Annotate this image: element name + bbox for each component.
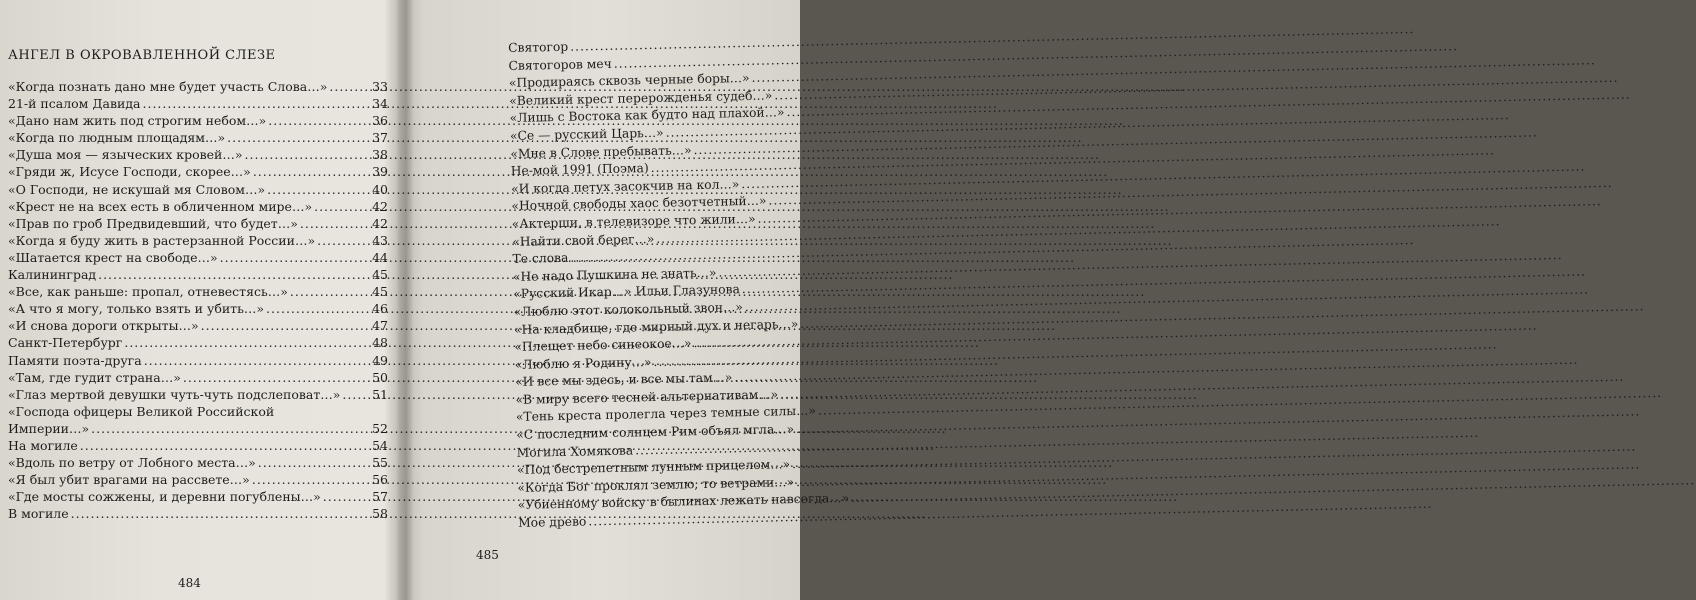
toc-entry-page: 51 xyxy=(372,386,388,402)
toc-entry-title: «Люблю я Родину…» xyxy=(514,354,652,372)
left-page xyxy=(0,0,400,600)
toc-entry-page: 55 xyxy=(372,455,388,471)
dot-leader xyxy=(314,198,370,215)
toc-entry xyxy=(8,163,388,180)
toc-entry-title: «Шатается крест на свободе…» xyxy=(8,249,218,265)
dot-leader xyxy=(317,232,370,249)
toc-entry-title: «О Господи, не искушай мя Словом…» xyxy=(8,181,266,197)
toc-entry xyxy=(8,334,388,351)
toc-entry xyxy=(8,505,388,522)
toc-entry-page: 57 xyxy=(372,489,388,505)
dot-leader xyxy=(98,266,370,283)
toc-entry-title: «Актерши, в телевизоре что жили…» xyxy=(511,211,756,231)
toc-entry-title: «Когда я буду жить в растерзанной России…» xyxy=(8,232,316,248)
toc-entry-page: 42 xyxy=(372,198,388,214)
dot-leader xyxy=(266,300,370,317)
dot-leader xyxy=(796,421,815,439)
toc-entry-title: «Убиенному войску в былинах лежать навсегда…» xyxy=(517,491,850,513)
dot-leader xyxy=(751,69,807,88)
dot-leader xyxy=(253,163,370,180)
toc-entry xyxy=(8,215,388,232)
page-number-left: 484 xyxy=(178,576,201,590)
dot-leader xyxy=(800,315,812,333)
toc-entry-page: 43 xyxy=(372,232,388,248)
toc-entry-title: «Когда познать дано мне будет участь Слова…» xyxy=(8,79,328,94)
section-title: АНГЕЛ В ОКРОВАВЛЕННОЙ СЛЕЗЕ xyxy=(8,48,276,63)
toc-entry-page: 52 xyxy=(372,420,388,436)
toc-entry xyxy=(8,266,388,283)
dot-leader xyxy=(267,181,370,198)
toc-entry-title: «И все мы здесь, и все мы там…» xyxy=(515,370,733,390)
dot-leader xyxy=(143,95,371,112)
toc-entry-page: 58 xyxy=(372,506,388,522)
dot-leader xyxy=(342,386,370,403)
toc-entry xyxy=(8,403,388,420)
toc-entry-title: «Вдоль по ветру от Лобного места…» xyxy=(8,455,256,471)
dot-leader xyxy=(741,174,809,193)
dot-leader xyxy=(851,490,859,508)
dot-leader xyxy=(768,192,809,210)
dot-leader xyxy=(201,317,370,334)
dot-leader xyxy=(290,283,370,300)
dot-leader xyxy=(300,215,370,232)
toc-entry xyxy=(8,181,388,198)
toc-entry-title: «Под бестрепетным лунным прицелом…» xyxy=(516,457,791,478)
toc-entry-page: 34 xyxy=(372,96,388,112)
dot-leader xyxy=(71,505,370,522)
dot-leader xyxy=(220,249,370,266)
dot-leader xyxy=(745,298,812,317)
toc-entry-title: «Где мосты сожжены, и деревни погублены…» xyxy=(8,489,321,505)
dot-leader xyxy=(268,112,370,129)
dot-leader xyxy=(757,210,810,229)
dot-leader xyxy=(718,262,811,282)
toc-entry-page: 38 xyxy=(372,147,388,163)
toc-entry-title: «И снова дороги открыты…» xyxy=(8,318,199,334)
toc-entry-page: 56 xyxy=(372,472,388,488)
toc-entry-page: 42 xyxy=(372,215,388,231)
toc-entry-page: 36 xyxy=(372,113,388,129)
dot-leader xyxy=(80,437,370,454)
toc-entry-page: 46 xyxy=(372,301,388,317)
dot-leader xyxy=(323,488,370,505)
toc-entry-page: 44 xyxy=(372,249,388,265)
toc-entry-page: 37 xyxy=(372,130,388,146)
toc-entry-title: «Люблю этот колокольный звон…» xyxy=(513,300,743,319)
toc-entry-title: «Продираясь сквозь черные боры…» xyxy=(508,71,750,91)
toc-entry xyxy=(8,369,388,386)
toc-entry-title: «Мне в Слове пребывать…» xyxy=(510,142,692,161)
toc-entry-title: «С последним солнцем Рим объял мгла…» xyxy=(516,422,795,442)
toc-entry-title: «Душа моя — языческих кровей…» xyxy=(8,147,243,163)
toc-entry-page: 50 xyxy=(372,369,388,385)
toc-entry-title: «В миру всего тесней альтернативам…» xyxy=(515,387,779,407)
toc-entry-title: Святогоров меч xyxy=(508,56,612,73)
toc-entry-title: «Все, как раньше: пропал, отневестясь…» xyxy=(8,284,288,300)
toc-entry-title: «Дано нам жить под строгим небом…» xyxy=(8,113,267,129)
toc-entry xyxy=(8,488,388,505)
toc-entry-title: Могила Хомякова xyxy=(516,443,634,460)
toc-entry xyxy=(8,471,388,488)
toc-entry xyxy=(8,129,388,146)
right-page xyxy=(412,0,850,600)
toc-entry-title: «Плещет небо синеокое…» xyxy=(514,336,692,355)
toc-entry-title: «Найти свой берег…» xyxy=(512,231,655,249)
toc-entry-title: «Прав по гроб Предвидевший, что будет…» xyxy=(8,215,298,231)
toc-entry-title: «Не надо Пушкина не знать…» xyxy=(512,265,717,284)
toc-entry-title: Санкт-Петербург xyxy=(8,335,123,351)
dot-leader xyxy=(796,474,816,492)
toc-entry xyxy=(8,300,388,317)
page-number-right: 485 xyxy=(476,548,499,562)
dot-leader xyxy=(742,280,812,299)
toc-entry-title: «Великий крест перерожденья судеб…» xyxy=(509,88,773,108)
toc-entry-page: 45 xyxy=(372,267,388,283)
dot-leader xyxy=(144,352,370,369)
toc-entry xyxy=(8,317,388,334)
toc-entry-title: «Се — русский Царь…» xyxy=(509,125,664,143)
dot-leader xyxy=(258,454,370,471)
dot-leader xyxy=(792,456,815,474)
dot-leader xyxy=(245,146,371,163)
toc-entry-title: Не-мой 1991 (Поэма) xyxy=(510,161,649,179)
toc-entry-page: 33 xyxy=(372,79,388,94)
toc-entry-title: Памяти поэта-друга xyxy=(8,352,142,368)
toc-entry xyxy=(8,112,388,129)
toc-entry-title: «Ночной свободы хаос безотчетный…» xyxy=(511,193,767,214)
toc-entry-title: «Я был убит врагами на рассвете…» xyxy=(8,472,250,488)
toc-entry-title: «На кладбище, где мирный дух и негарь…» xyxy=(513,316,799,337)
toc-entry-title: «Русский Икар…» Ильи Глазунова xyxy=(513,282,740,302)
toc-entry xyxy=(8,437,388,454)
toc-entry-title: «Лишь с Востока как будто над плахой…» xyxy=(509,105,785,126)
toc-entry xyxy=(8,249,388,266)
toc-entry-page: 45 xyxy=(372,284,388,300)
toc-entry xyxy=(8,420,388,437)
dot-leader xyxy=(774,87,807,105)
toc-entry-title: «Крест не на всех есть в обличенном мире…» xyxy=(8,198,313,214)
dot-leader xyxy=(734,368,813,387)
dot-leader xyxy=(252,471,370,488)
toc-right xyxy=(508,34,850,533)
toc-entry-title: «Гряди ж, Исусе Господи, скорее…» xyxy=(8,164,251,180)
toc-left xyxy=(8,78,388,522)
dot-leader xyxy=(124,334,370,351)
toc-entry-page: 47 xyxy=(372,318,388,334)
toc-entry xyxy=(8,78,388,95)
dot-leader xyxy=(91,420,370,437)
toc-entry xyxy=(8,198,388,215)
toc-entry-page: 54 xyxy=(372,437,388,453)
toc-entry xyxy=(8,283,388,300)
toc-entry-title: 21-й псалом Давида xyxy=(8,96,141,112)
toc-entry-title: Мое древо xyxy=(517,514,587,530)
dot-leader xyxy=(227,129,370,146)
dot-leader xyxy=(588,509,816,531)
toc-entry xyxy=(8,95,388,112)
toc-entry xyxy=(8,232,388,249)
toc-entry-page: 48 xyxy=(372,335,388,351)
toc-entry-title: «И когда петух засокчив на кол…» xyxy=(510,176,740,196)
toc-entry-title: «Там, где гудит страна…» xyxy=(8,369,181,385)
toc-entry-title: Калининград xyxy=(8,267,97,283)
toc-entry-title: «Когда Бог проклял землю, то ветрами…» xyxy=(517,474,795,495)
toc-entry xyxy=(8,386,388,403)
dot-leader xyxy=(183,369,370,386)
toc-entry-title: «Глаз мертвой девушки чуть-чуть подслеповат…» xyxy=(8,386,341,402)
toc-entry-title: На могиле xyxy=(8,437,78,453)
toc-entry-title: «Тень креста пролегла через темные силы…» xyxy=(515,404,817,425)
toc-entry-title: В могиле xyxy=(8,506,69,522)
toc-entry-page: 40 xyxy=(372,181,388,197)
toc-entry-title: Те слова xyxy=(512,250,569,267)
toc-entry-title: «А что я могу, только взять и убить…» xyxy=(8,301,265,317)
toc-entry xyxy=(8,146,388,163)
dot-leader xyxy=(780,386,814,404)
dot-leader xyxy=(786,104,807,122)
toc-entry-page: 49 xyxy=(372,352,388,368)
dot-leader xyxy=(818,403,826,421)
toc-entry xyxy=(8,352,388,369)
toc-entry-page: 39 xyxy=(372,164,388,180)
toc-entry-title: Империи…» xyxy=(8,420,90,436)
toc-entry-title: «Когда по людным площадям…» xyxy=(8,130,226,146)
toc-entry-title: Святогор xyxy=(508,39,569,55)
toc-entry-title: «Господа офицеры Великой Российской xyxy=(8,403,275,419)
dot-leader xyxy=(329,78,370,95)
toc-entry xyxy=(8,454,388,471)
